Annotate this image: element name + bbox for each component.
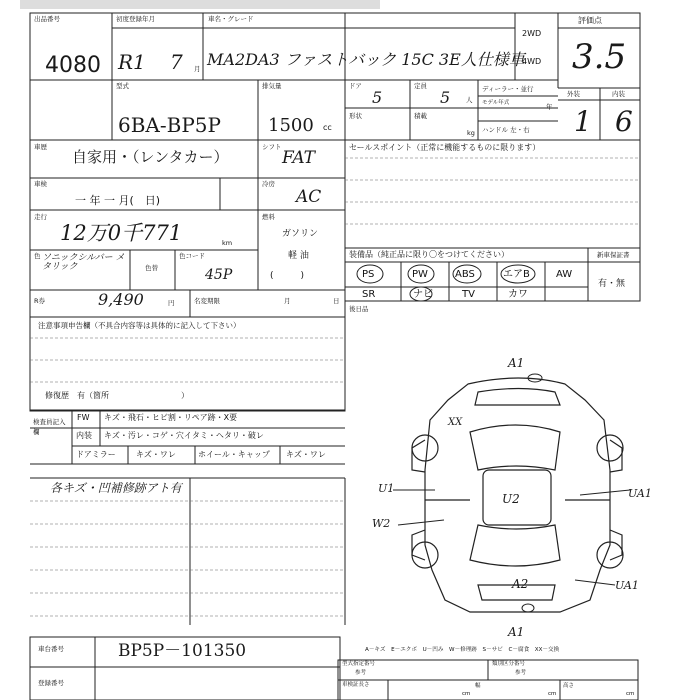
chassis-number: BP5P－101350 [118,641,247,661]
exterior-label: 外装 [567,90,580,98]
month-unit: 月 [194,65,201,73]
equip-pw: PW [412,269,428,280]
damage-legend: A－キズ E－エクボ U－凹み W－修理跡 S－サビ C－腐食 XX－交換 [365,647,560,653]
mileage: 12万0千771 [60,221,183,245]
warranty: 有・無 [598,279,626,289]
footer-width: 幅 [475,683,481,689]
yen-unit: 円 [168,299,175,307]
shift: FAT [282,148,316,168]
mark-u1: U1 [378,482,395,495]
mark-ua1-rear: UA1 [615,579,639,592]
usage-label: 車歴 [34,143,47,151]
shift-label: シフト [262,143,282,151]
footer-cm-2: cm [548,691,557,697]
inspector-label: 検査員記入欄 [33,418,66,436]
recycle-label: R券 [34,297,46,305]
footer-type-spec: 型式指定番号 [342,661,376,667]
insp-mirror-items: キズ・ワレ [136,450,176,459]
score-label: 評価点 [578,16,602,25]
mark-u2: U2 [502,492,520,506]
insp-wheel-items: キズ・ワレ [286,450,326,459]
cc-unit: cc [323,123,332,132]
mark-a2: A2 [512,577,529,591]
type-label: 型式 [116,82,129,90]
mileage-label: 走行 [34,213,47,221]
fuel-options: 軽 油 [288,251,309,261]
handle-label: ハンドル 左・右 [482,126,530,134]
kg-unit: kg [467,129,475,137]
chassis-label: 車台番号 [38,645,64,653]
insp-fw-items: キズ・飛石・ヒビ割・リペア跡・X要 [104,413,238,422]
equip-airbag: エアB [503,269,530,280]
reg-month: 7 [170,50,183,74]
fuel-paren: ( ) [270,271,305,281]
equip-tv: TV [462,289,475,300]
seats: 5 [440,88,451,107]
displacement-label: 排気量 [262,82,282,90]
reg-era: R1 [118,50,146,74]
model-type: 6BA-BP5P [118,113,221,137]
month-word: 月 [284,297,291,305]
load-label: 積載 [414,112,427,120]
ac-label: 冷房 [262,180,275,188]
footer-ref-1: 参考 [355,670,367,676]
dealer-label: ディーラー・並行 [482,85,534,93]
footer-class: 類別区分番号 [492,661,526,667]
equip-aw: AW [556,269,573,280]
exterior-score: 1 [574,105,592,138]
first-reg-label: 初度登録年月 [116,15,155,23]
interior-label: 内装 [612,90,625,98]
shape-label: 形状 [349,112,362,120]
doors-label: ドア [349,82,362,90]
drive-2wd: 2WD [522,29,542,38]
color-code: 45P [205,267,233,283]
insp-mirror: ドアミラー [76,450,116,459]
seats-unit: 人 [466,96,473,104]
year-unit: 年 [546,103,553,111]
mark-w2: W2 [372,517,391,530]
color-label: 色 [34,252,41,260]
reg-number-label: 登録番号 [38,679,64,687]
inspection-label: 車検 [34,180,47,188]
footer-cm-1: cm [462,691,471,697]
doors: 5 [372,88,383,107]
fuel-label: 燃料 [262,213,275,221]
overall-score: 3.5 [572,37,627,77]
insp-wheel: ホイール・キャップ [198,450,270,459]
insp-interior-items: キズ・汚レ・コゲ・穴イタミ・ヘタリ・破レ [104,431,264,440]
mark-front-a1: A1 [508,356,525,370]
usage: 自家用・（レンタカー） [72,148,229,166]
mark-ua1-right: UA1 [628,487,652,500]
insp-fw: FW [77,413,90,422]
drive-4wd: 4WD [522,57,542,66]
equip-sr: SR [362,289,376,300]
footer-height: 高さ [563,683,575,689]
equip-ps: PS [362,269,375,280]
recycle-value: 9,490 [98,290,144,309]
model-grade-label: 車名・グレード [208,15,254,23]
new-warranty-label: 新車保証書 [597,251,630,259]
repair-history: 修復歴 有（箇所 ） [45,391,189,400]
notes-label: 注意事項申告欄（不具合内容等は具体的に記入して下さい） [38,321,241,330]
model-grade: MA2DA3 ファストバック 15C 3E人仕様車 [207,50,525,69]
lot-number: 4080 [45,53,101,78]
km-unit: km [222,239,233,247]
sales-point-label: セールスポイント（正常に機能するものに限ります） [349,143,541,152]
footer-cm-3: cm [626,691,635,697]
day-word: 日 [333,297,340,305]
equip-leather: カワ [508,289,528,300]
color-change-label: 色替 [145,264,158,272]
inspector-note: 各キズ・凹補修跡アト有 [50,481,182,495]
mark-xx: XX [448,417,463,428]
color-code-label: 色コード [179,252,205,260]
ac: AC [296,187,322,207]
equipment-label: 装備品（純正品に限り〇をつけてください） [349,250,509,259]
footer-length: 車検証長さ [342,682,370,688]
color-value: ソニックシルバー メタリック [42,253,125,272]
seats-label: 定員 [414,82,427,90]
model-year-label: モデル年式 [482,100,510,106]
mark-rear-a1: A1 [508,625,525,639]
equip-navi: ナビ [413,289,433,300]
fuel: ガソリン [282,229,319,239]
footer-ref-2: 参考 [515,670,527,676]
insp-interior: 内装 [76,431,92,440]
equip-abs: ABS [455,269,475,280]
after-items-label: 後日品 [349,305,369,313]
name-change-label: 名変期限 [194,297,220,305]
lot-label: 出品番号 [34,15,60,23]
inspection: 一 年 一 月( 日) [75,194,161,207]
displacement: 1500 [268,115,314,136]
interior-score: 6 [615,105,633,138]
